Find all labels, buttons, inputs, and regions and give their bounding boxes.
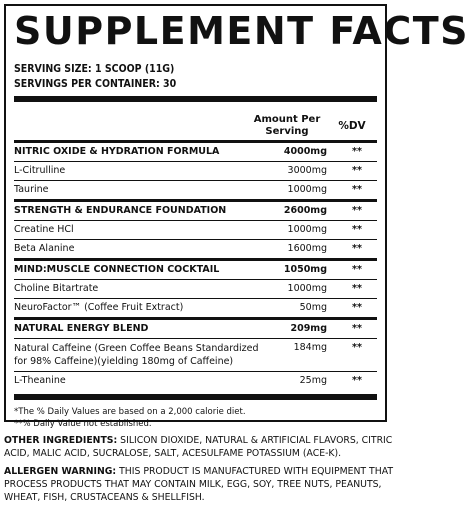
section-amount: 1050mg	[283, 264, 327, 275]
ingredient-dv: **	[352, 342, 362, 353]
section-name: NITRIC OXIDE & HYDRATION FORMULA	[14, 146, 220, 157]
footnote-dv-not-established: **% Daily Value not established.	[14, 419, 152, 429]
footnotes	[14, 400, 377, 430]
allergen-warning-label: ALLERGEN WARNING:	[4, 466, 117, 477]
ingredient-name: Choline Bitartrate	[14, 283, 99, 294]
ingredient-row	[14, 162, 377, 180]
ingredient-amount: 1000mg	[287, 224, 327, 235]
ingredient-dv: **	[352, 165, 362, 176]
section-dv: **	[352, 146, 362, 157]
allergen-warning	[4, 465, 394, 504]
serving-size: SERVING SIZE: 1 SCOOP (11G)	[14, 63, 175, 75]
ingredient-row	[14, 240, 377, 258]
section-name: MIND:MUSCLE CONNECTION COCKTAIL	[14, 264, 220, 275]
ingredient-amount: 184mg	[293, 342, 327, 353]
label-footer	[4, 434, 394, 509]
ingredient-name: Beta Alanine	[14, 243, 75, 254]
section-row	[14, 261, 377, 279]
section-amount: 2600mg	[283, 205, 327, 216]
ingredient-amount: 25mg	[299, 375, 327, 386]
other-ingredients-label: OTHER INGREDIENTS:	[4, 435, 118, 446]
ingredient-name: Taurine	[14, 184, 49, 195]
ingredient-row	[14, 280, 377, 298]
ingredient-dv: **	[352, 283, 362, 294]
column-header	[14, 102, 377, 140]
col-dv: %DV	[338, 120, 366, 132]
section-dv: **	[352, 264, 362, 275]
ingredient-amount: 1000mg	[287, 184, 327, 195]
ingredient-row	[14, 221, 377, 239]
section-dv: **	[352, 323, 362, 334]
ingredient-dv: **	[352, 224, 362, 235]
ingredient-dv: **	[352, 243, 362, 254]
col-amount-per-serving: Amount Per Serving	[253, 114, 321, 137]
other-ingredients-text: SILICON DIOXIDE, NATURAL & ARTIFICIAL FLAVORS, CITRIC ACID, MALIC ACID, SUCRALOSE, SALT, ACESULFAME POTASSIUM (ACE-K).	[4, 435, 393, 459]
servings-per-container: SERVINGS PER CONTAINER: 30	[14, 78, 177, 90]
section-row	[14, 143, 377, 161]
allergen-warning-text: THIS PRODUCT IS MANUFACTURED WITH EQUIPMENT THAT PROCESS PRODUCTS THAT MAY CONTAIN MILK, EGG, SOY, TREE NUTS, PEANUTS, WHEAT, FISH, CRUSTACEANS & SHELLFISH.	[4, 466, 394, 503]
ingredient-amount: 3000mg	[287, 165, 327, 176]
ingredient-name: Natural Caffeine (Green Coffee Beans Standardized for 98% Caffeine)(yielding 180mg of Caffeine)	[14, 343, 259, 367]
ingredient-name: L-Theanine	[14, 375, 66, 386]
section-name: NATURAL ENERGY BLEND	[14, 323, 149, 334]
ingredient-name: L-Citrulline	[14, 165, 66, 176]
ingredient-dv: **	[352, 184, 362, 195]
ingredient-row	[14, 339, 377, 371]
section-amount: 209mg	[290, 323, 327, 334]
ingredient-row	[14, 181, 377, 199]
ingredient-amount: 1600mg	[287, 243, 327, 254]
ingredient-amount: 1000mg	[287, 283, 327, 294]
ingredient-row	[14, 299, 377, 317]
panel-title: SUPPLEMENT FACTS	[14, 9, 469, 53]
ingredient-dv: **	[352, 302, 362, 313]
ingredient-row	[14, 372, 377, 390]
ingredient-name: Creatine HCl	[14, 224, 74, 235]
section-amount: 4000mg	[283, 146, 327, 157]
ingredient-name: NeuroFactor™ (Coffee Fruit Extract)	[14, 302, 184, 313]
ingredient-dv: **	[352, 375, 362, 386]
supplement-facts-panel	[4, 4, 469, 429]
section-dv: **	[352, 205, 362, 216]
ingredient-amount: 50mg	[299, 302, 327, 313]
footnote-dv-basis: *The % Daily Values are based on a 2,000 calorie diet.	[14, 407, 246, 417]
other-ingredients	[4, 434, 394, 460]
section-row	[14, 202, 377, 220]
section-name: STRENGTH & ENDURANCE FOUNDATION	[14, 205, 227, 216]
section-row	[14, 320, 377, 338]
